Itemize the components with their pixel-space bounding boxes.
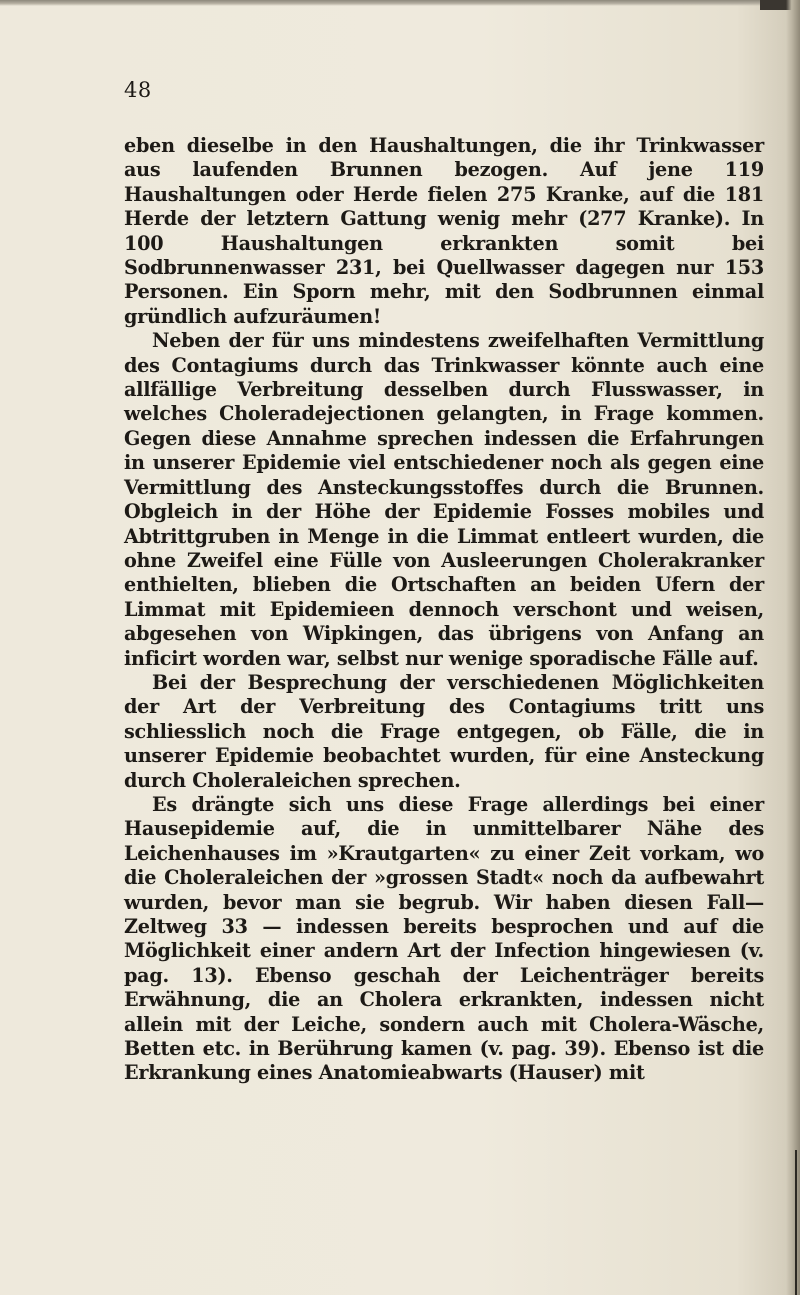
body-text [124, 134, 764, 1086]
paragraph-3: Bei der Besprechung der verschiedenen Möglichkeiten der Art der Verbreitung des Contagiums tritt uns schliesslich noch die Frage entgegen, ob Fälle, die in unserer Epidemie beobachtet wurden, für eine Ansteckung durch Choleraleichen sprechen. [124, 670, 764, 792]
page-number: 48 [124, 78, 152, 102]
page-edge-shadow [786, 0, 800, 1295]
page-edge-line [795, 1150, 797, 1295]
top-edge-shadow [0, 0, 800, 6]
paragraph-2: Neben der für uns mindestens zweifelhaften Vermittlung des Contagiums durch das Trinkwasser könnte auch eine allfällige Verbreitung desselben durch Flusswasser, in welches Choleradejectionen gelangten, in Frage kommen. Gegen diese Annahme sprechen indessen die Erfahrungen in unserer Epidemie viel entschiedener noch als gegen eine Vermittlung des Ansteckungsstoffes durch die Brunnen. Obgleich in der Höhe der Epidemie Fosses mobiles und Abtrittgruben in Menge in die Limmat entleert wurden, die ohne Zweifel eine Fülle von Ausleerungen Cholerakranker enthielten, blieben die Ortschaften an beiden Ufern der Limmat mit Epidemieen dennoch verschont und weisen, abgesehen von Wipkingen, das übrigens von Anfang an inficirt worden war, selbst nur wenige sporadische Fälle auf. [124, 329, 764, 670]
paragraph-1: eben dieselbe in den Haushaltungen, die ihr Trinkwasser aus laufenden Brunnen bezogen. Auf jene 119 Haushaltungen oder Herde fielen 275 Kranke, auf die 181 Herde der letztern Gattung wenig mehr (277 Kranke). In 100 Haushaltungen erkrankten somit bei Sodbrunnenwasser 231, bei Quellwasser dagegen nur 153 Personen. Ein Sporn mehr, mit den Sodbrunnen einmal gründlich aufzuräumen! [124, 134, 764, 328]
paragraph-4: Es drängte sich uns diese Frage allerdings bei einer Hausepidemie auf, die in unmittelbarer Nähe des Leichenhauses im »Krautgarten« zu einer Zeit vorkam, wo die Choleraleichen der »grossen Stadt« noch da aufbewahrt wurden, bevor man sie begrub. Wir haben diesen Fall— Zeltweg 33 — indessen bereits besprochen und auf die Möglichkeit einer andern Art der Infection hingewiesen (v. pag. 13). Ebenso geschah der Leichenträger bereits Erwähnung, die an Cholera erkrankten, indessen nicht allein mit der Leiche, sondern auch mit Cholera-Wäsche, Betten etc. in Berührung kamen (v. pag. 39). Ebenso ist die Erkrankung eines Anatomieabwarts (Hauser) mit [124, 792, 764, 1085]
